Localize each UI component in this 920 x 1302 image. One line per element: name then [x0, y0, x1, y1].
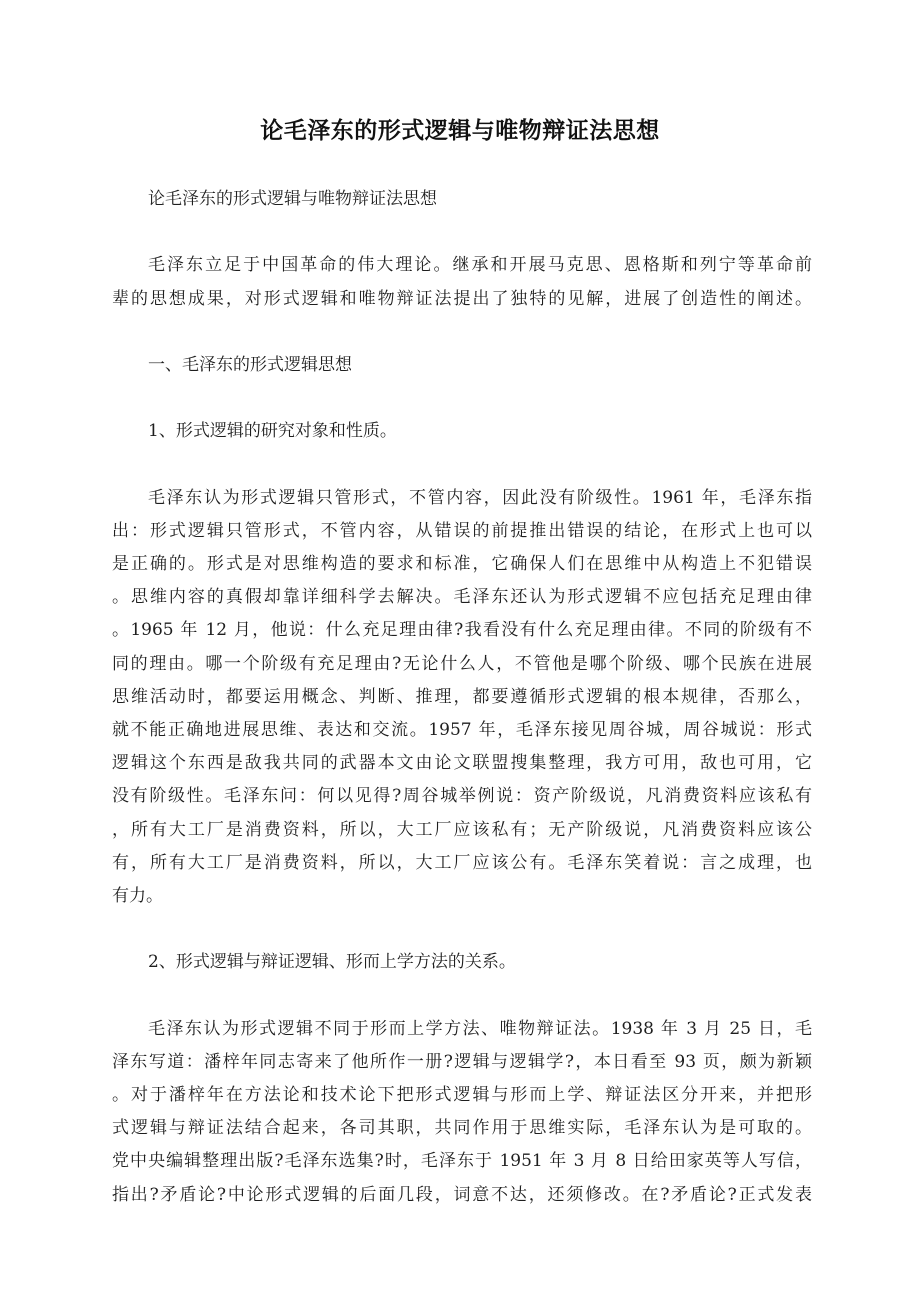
paragraph-line: 就不能正确地进展思维、表达和交流。1957 年，毛泽东接见周谷城，周谷城说：形式 [112, 720, 812, 740]
paragraph-line: 式逻辑与辩证法结合起来，各司其职，共同作用于思维实际，毛泽东认为是可取的。 [112, 1118, 812, 1139]
subsection-heading: 2、形式逻辑与辩证逻辑、形而上学方法的关系。 [148, 952, 516, 973]
subsection-heading: 1、形式逻辑的研究对象和性质。 [148, 421, 397, 442]
paragraph-line: 。1965 年 12 月，他说：什么充足理由律?我看没有什么充足理由律。不同的阶级有不 [112, 620, 812, 641]
document-title: 论毛泽东的形式逻辑与唯物辩证法思想 [260, 118, 660, 144]
paragraph-line: 毛泽东认为形式逻辑不同于形而上学方法、唯物辩证法。1938 年 3 月 25 日，毛 [148, 1018, 812, 1039]
paragraph-line: 有，所有大工厂是消费资料，所以，大工厂应该公有。毛泽东笑着说：言之成理，也 [112, 852, 812, 873]
paragraph-line: 是正确的。形式是对思维构造的要求和标准，它确保人们在思维中从构造上不犯错误 [112, 554, 812, 575]
paragraph-line: 辈的思想成果，对形式逻辑和唯物辩证法提出了独特的见解，进展了创造性的阐述。 [112, 288, 812, 309]
paragraph-line: 。思维内容的真假却靠详细科学去解决。毛泽东还认为形式逻辑不应包括充足理由律 [112, 587, 812, 608]
paragraph-line: 思维活动时，都要运用概念、判断、推理，都要遵循形式逻辑的根本规律，否那么， [112, 686, 812, 707]
document-body [112, 183, 812, 1212]
paragraph-line: 。对于潘梓年在方法论和技术论下把形式逻辑与形而上学、辩证法区分开来，并把形 [112, 1085, 812, 1106]
paragraph-line: 党中央编辑整理出版?毛泽东选集?时，毛泽东于 1951 年 3 月 8 日给田家英等人写信， [112, 1151, 812, 1172]
subtitle: 论毛泽东的形式逻辑与唯物辩证法思想 [148, 189, 437, 209]
paragraph-line: 泽东写道：潘梓年同志寄来了他所作一册?逻辑与逻辑学?，本日看至 93 页，颇为新颖 [112, 1051, 812, 1072]
paragraph-line: 毛泽东认为形式逻辑只管形式，不管内容，因此没有阶级性。1961 年，毛泽东指 [148, 487, 812, 508]
paragraph-line: 指出?矛盾论?中论形式逻辑的后面几段，词意不达，还须修改。在?矛盾论?正式发表 [112, 1184, 812, 1205]
paragraph-line: ，所有大工厂是消费资料，所以，大工厂应该私有；无产阶级说，凡消费资料应该公 [112, 819, 812, 840]
paragraph-line: 同的理由。哪一个阶级有充足理由?无论什么人，不管他是哪个阶级、哪个民族在进展 [112, 653, 812, 674]
section-heading: 一、毛泽东的形式逻辑思想 [148, 354, 352, 375]
paragraph-line: 没有阶级性。毛泽东问：何以见得?周谷城举例说：资产阶级说，凡消费资料应该私有 [112, 786, 812, 807]
paragraph-line: 有力。 [112, 885, 163, 906]
paragraph-line: 出：形式逻辑只管形式，不管内容，从错误的前提推出错误的结论，在形式上也可以 [112, 520, 812, 541]
paragraph-line: 毛泽东立足于中国革命的伟大理论。继承和开展马克思、恩格斯和列宁等革命前 [148, 255, 812, 276]
paragraph-line: 逻辑这个东西是敌我共同的武器本文由论文联盟搜集整理，我方可用，敌也可用，它 [112, 753, 812, 774]
